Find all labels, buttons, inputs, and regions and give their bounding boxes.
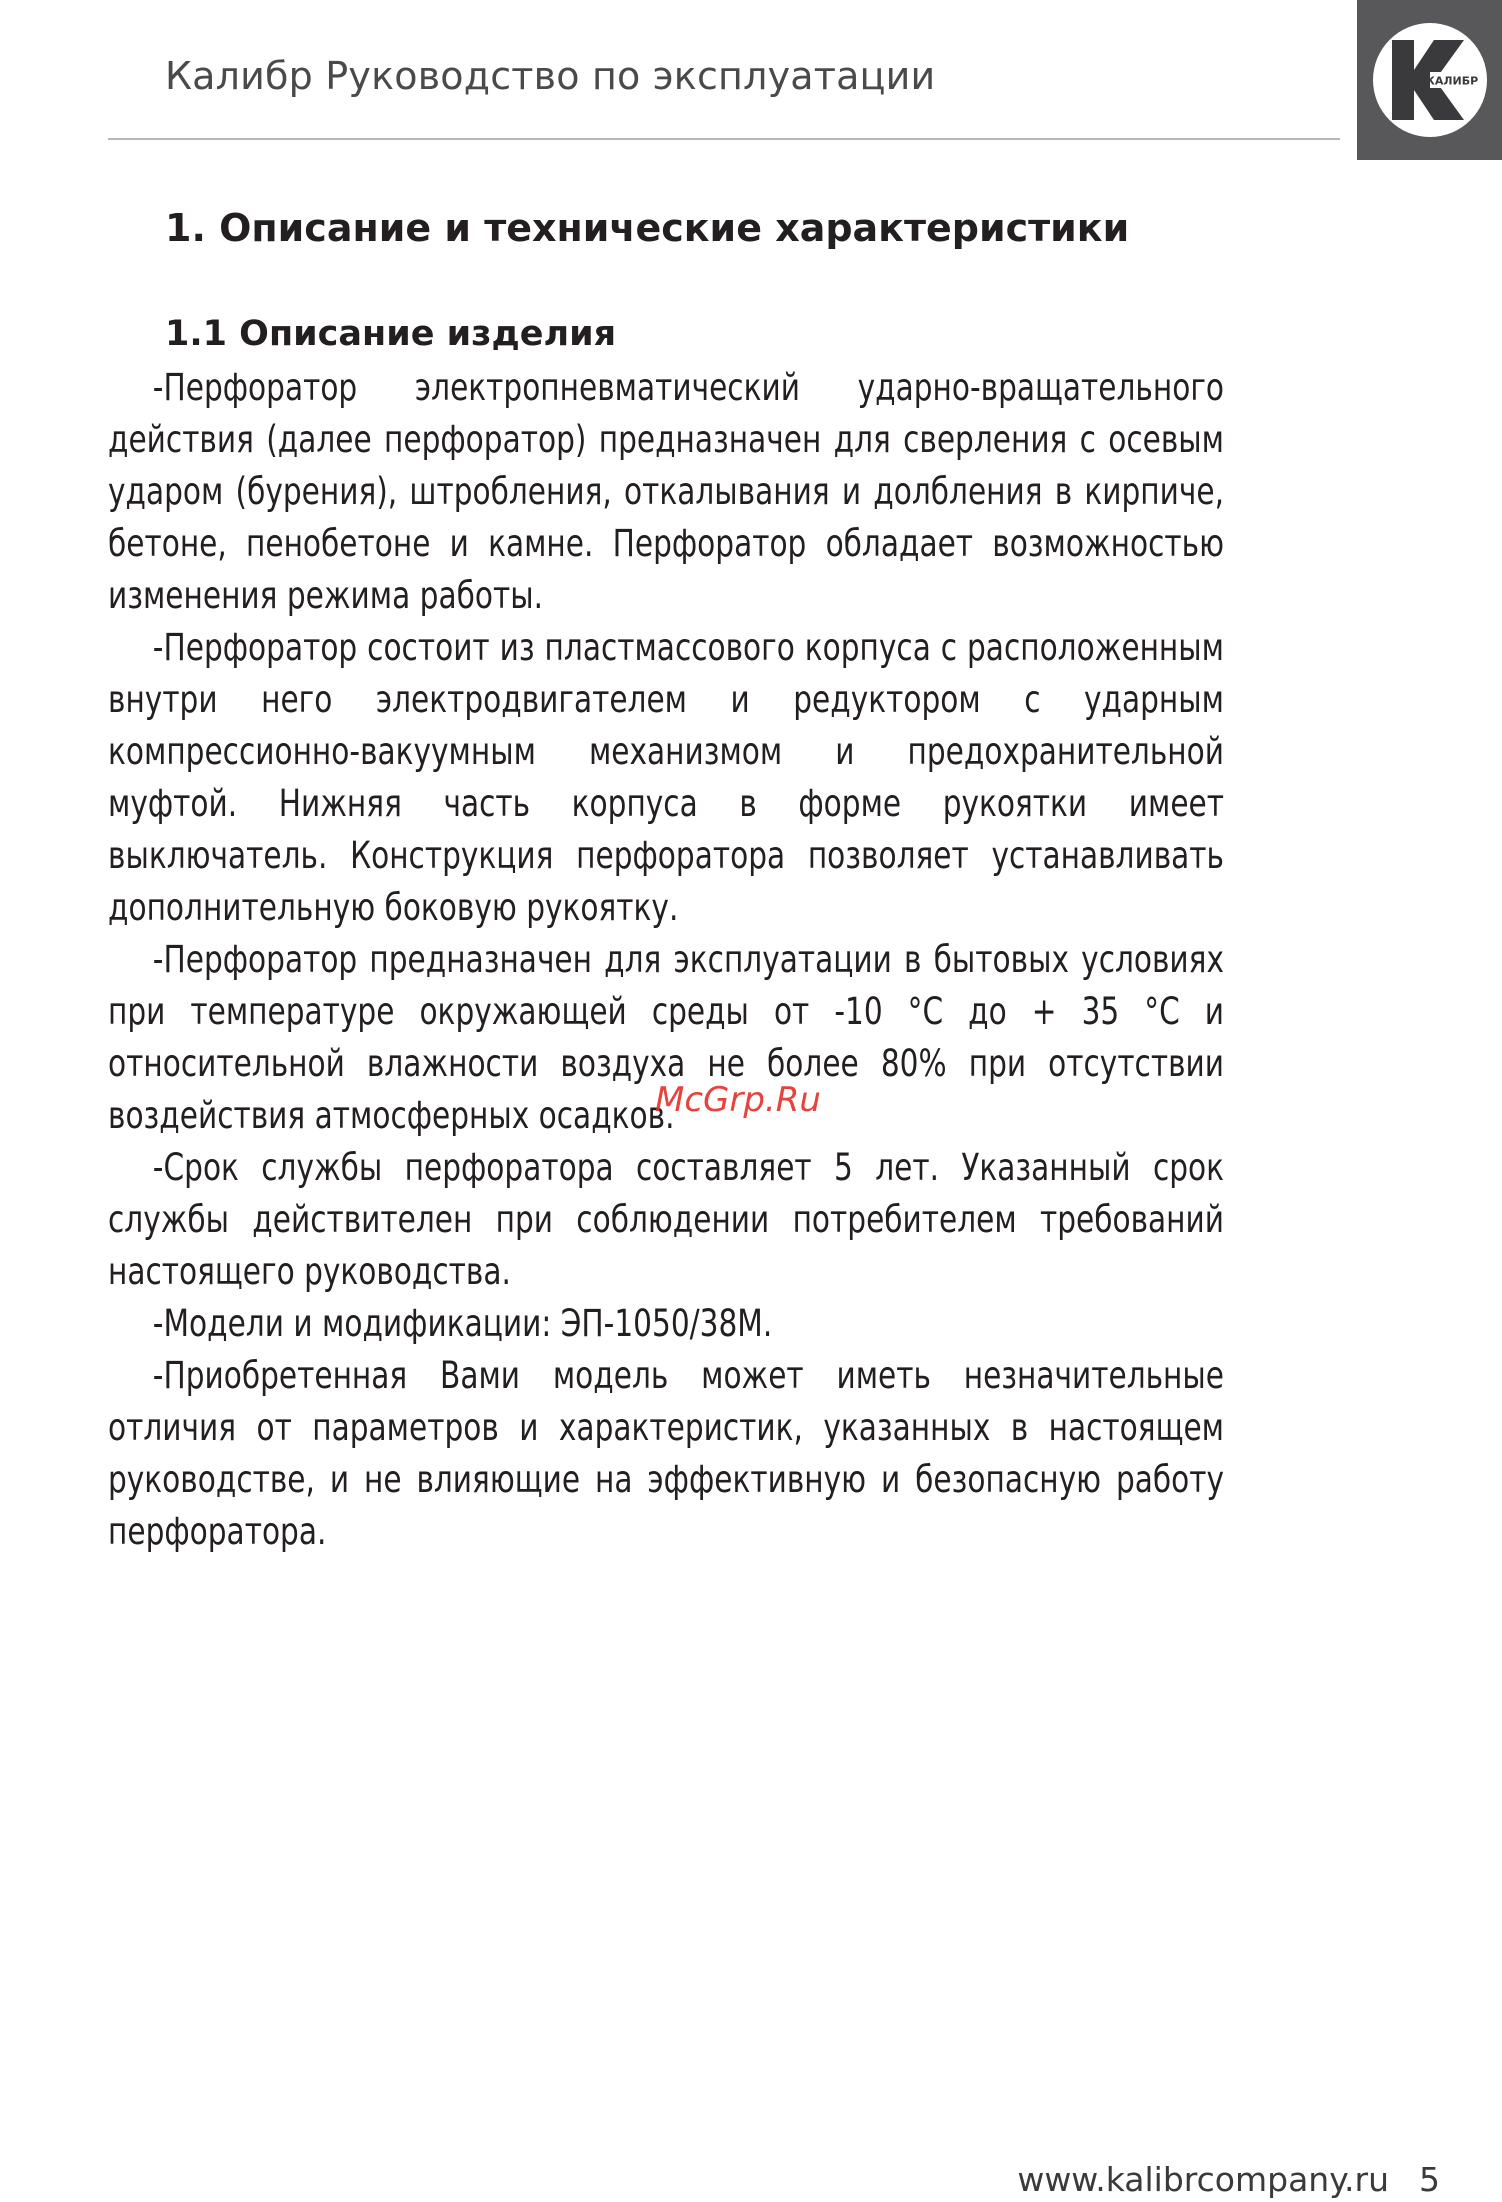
- footer: [1017, 2160, 1440, 2199]
- page-number: 5: [1419, 2160, 1440, 2199]
- paragraph-construction: -Перфоратор состоит из пластмассового корпуса с расположенным внутри него электродвигателем и редуктором с ударным компрессионно-вакуумным механизмом и предохранительной муфтой. Нижняя часть корпуса в форме рукоятки имеет выключатель. Конструкция перфоратора позволяет устанавливать дополнительную боковую рукоятку.: [108, 626, 1224, 929]
- footer-url[interactable]: www.kalibrcompany.ru: [1017, 2160, 1389, 2199]
- watermark: McGrp.Ru: [655, 1080, 821, 1120]
- paragraph-differences: -Приобретенная Вами модель может иметь незначительные отличия от параметров и характеристик, указанных в настоящем руководстве, и не влияющие на эффективную и безопасную работу перфоратора.: [108, 1354, 1224, 1553]
- paragraph-service-life: -Срок службы перфоратора составляет 5 лет. Указанный срок службы действителен при соблюдении потребителем требований настоящего руководства.: [108, 1146, 1224, 1293]
- description-body: [108, 362, 1224, 1558]
- kalibr-logo: [1357, 0, 1502, 160]
- kalibr-logo-icon: [1370, 20, 1490, 140]
- paragraph-operating-conditions: -Перфоратор предназначен для эксплуатации в бытовых условиях при температуре окружающей среды от -10 °С до + 35 °С и относительной влажности воздуха не более 80% при отсутствии воздействия атмосферных осадков.: [108, 938, 1224, 1137]
- paragraph-models: -Модели и модификации: ЭП-1050/38М.: [152, 1302, 773, 1345]
- subsection-heading: 1.1 Описание изделия: [165, 314, 617, 354]
- header-title: Калибр Руководство по эксплуатации: [165, 54, 936, 98]
- section-heading: 1. Описание и технические характеристики: [165, 206, 1130, 250]
- logo-wordmark: КАЛИБР: [1425, 74, 1478, 88]
- paragraph-purpose: -Перфоратор электропневматический ударно-вращательного действия (далее перфоратор) предназначен для сверления с осевым ударом (бурения), штробления, откалывания и долбления в кирпиче, бетоне, пенобетоне и камне. Перфоратор обладает возможностью изменения режима работы.: [108, 366, 1224, 617]
- header-divider: [108, 138, 1340, 140]
